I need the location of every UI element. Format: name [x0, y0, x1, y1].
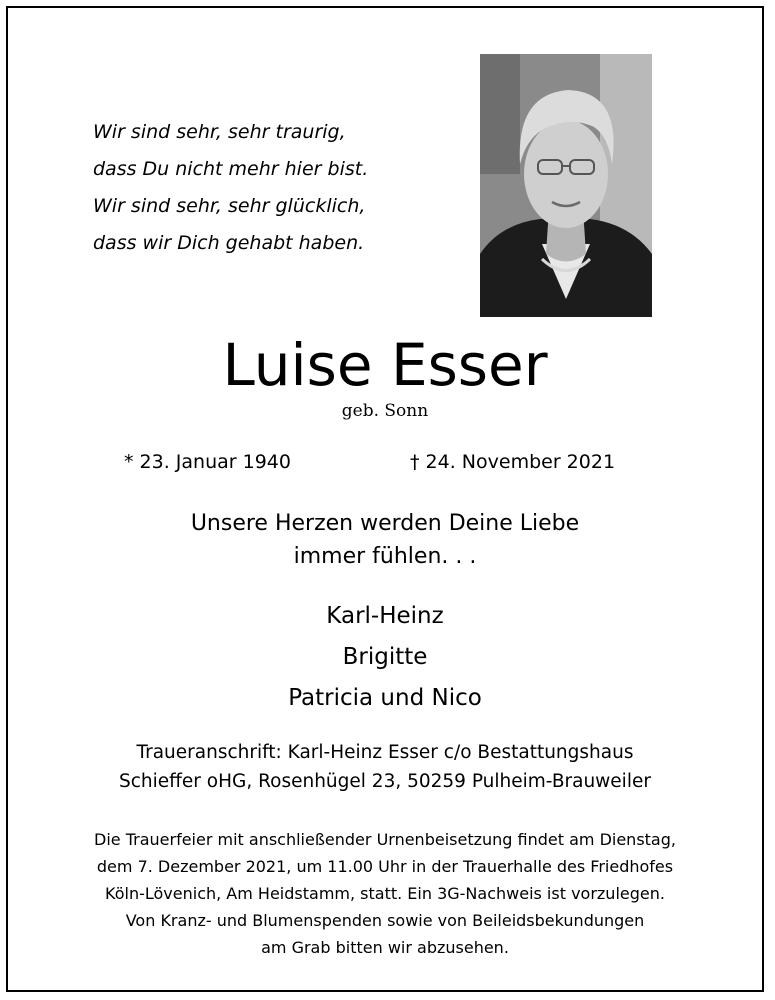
poem-line: Wir sind sehr, sehr glücklich,	[93, 195, 366, 217]
ceremony-line: am Grab bitten wir abzusehen.	[261, 938, 509, 957]
ceremony-line: Die Trauerfeier mit anschließender Urnenbeisetzung findet am Dienstag,	[94, 830, 676, 849]
poem-line: Wir sind sehr, sehr traurig,	[93, 121, 346, 143]
death-date: † 24. November 2021	[410, 451, 616, 473]
maiden-name: geb. Sonn	[341, 401, 429, 421]
portrait-photo	[480, 54, 652, 317]
address-line: Traueranschrift: Karl-Heinz Esser c/o Bestattungshaus	[136, 742, 634, 763]
poem-line: dass Du nicht mehr hier bist.	[93, 158, 369, 180]
ceremony-info	[8, 826, 762, 961]
motto-line: Unsere Herzen werden Deine Liebe	[190, 511, 580, 536]
birth-date: * 23. Januar 1940	[124, 451, 291, 473]
ceremony-line: Köln-Lövenich, Am Heidstamm, statt. Ein 3G-Nachweis ist vorzulegen.	[105, 884, 665, 903]
ceremony-line: dem 7. Dezember 2021, um 11.00 Uhr in der Trauerhalle des Friedhofes	[96, 857, 674, 876]
motto	[8, 507, 762, 573]
poem-line: dass wir Dich gehabt haben.	[93, 232, 365, 254]
mourning-address	[8, 738, 762, 796]
mourners-list	[8, 596, 762, 719]
poem	[93, 114, 423, 262]
deceased-name: Luise Esser	[222, 331, 548, 399]
mourner-name: Brigitte	[342, 644, 428, 670]
ceremony-line: Von Kranz- und Blumenspenden sowie von Beileidsbekundungen	[125, 911, 645, 930]
mourner-name: Patricia und Nico	[288, 685, 482, 711]
address-line: Schieffer oHG, Rosenhügel 23, 50259 Pulheim-Brauweiler	[119, 771, 651, 792]
mourner-name: Karl-Heinz	[326, 603, 444, 629]
obituary-notice	[6, 6, 764, 992]
motto-line: immer fühlen. . .	[293, 544, 477, 569]
